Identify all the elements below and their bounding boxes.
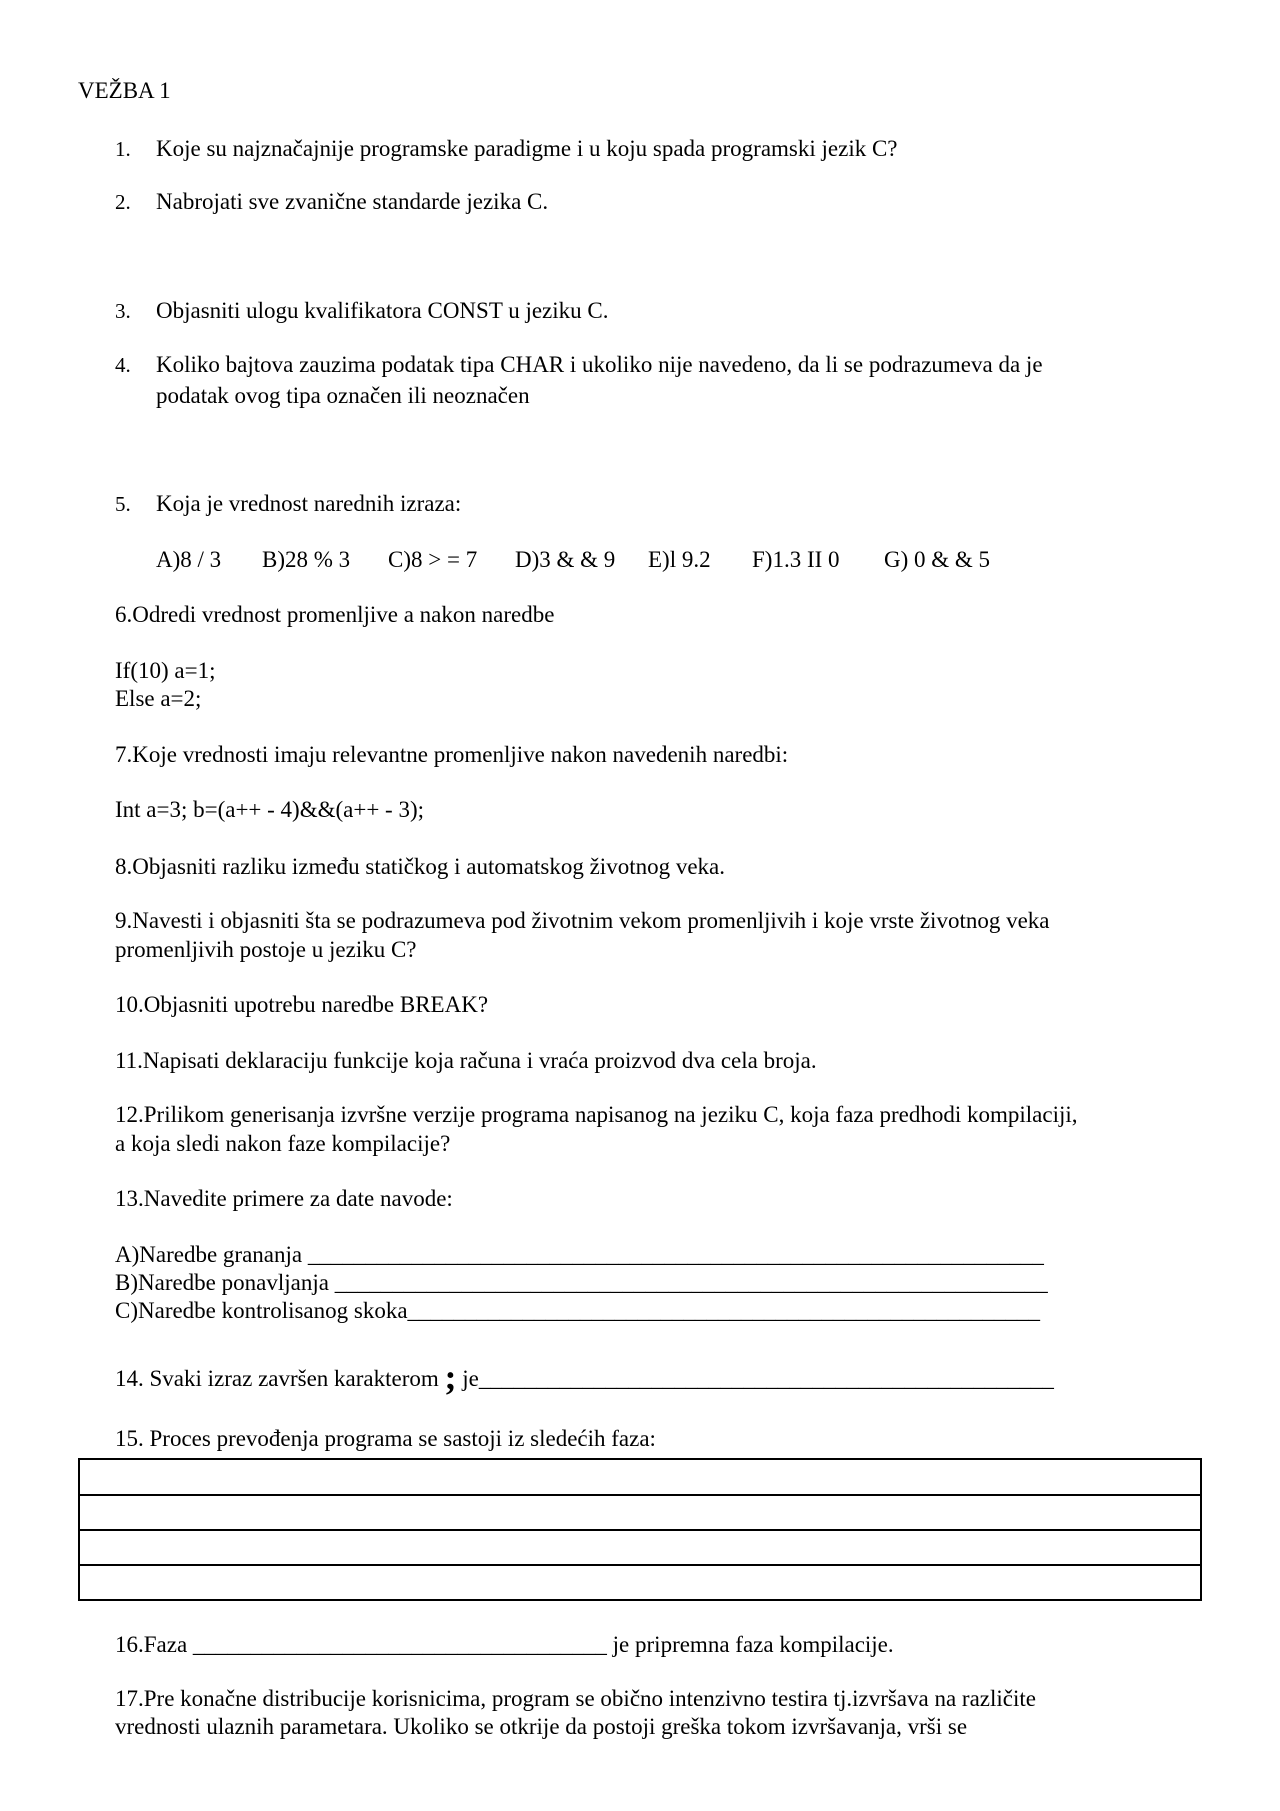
question-1 (115, 134, 898, 164)
question-13: 13.Navedite primere za date navode: (115, 1186, 453, 1211)
option-b: B)28 % 3 (262, 547, 351, 572)
semicolon-symbol: ; (444, 1357, 457, 1397)
question-number: 1. (115, 137, 131, 161)
option-d: D)3 & & 9 (515, 547, 616, 572)
code-line: Else a=2; (115, 686, 202, 711)
question-9-continued: promenljivih postoje u jeziku C? (115, 937, 417, 962)
question-16: 16.Faza ____________________________________ je pripremna faza kompilacije. (115, 1632, 894, 1657)
question-10: 10.Objasniti upotrebu naredbe BREAK? (115, 992, 489, 1017)
option-f: F)1.3 II 0 (752, 547, 840, 572)
question-6: 6.Odredi vrednost promenljive a nakon naredbe (115, 602, 555, 627)
question-9: 9.Navesti i objasniti šta se podrazumeva pod životnim vekom promenljivih i koje vrste životnog veka (115, 908, 1050, 933)
fill-in-line-b[interactable]: B)Naredbe ponavljanja ______________________________________________________________ (115, 1270, 1048, 1295)
answer-row[interactable] (80, 1460, 1200, 1496)
answer-row[interactable] (80, 1496, 1200, 1531)
question-12-continued: a koja sledi nakon faze kompilacije? (115, 1131, 451, 1156)
code-line: Int a=3; b=(a++ - 4)&&(a++ - 3); (115, 797, 425, 822)
question-number: 2. (115, 190, 131, 214)
answer-row[interactable] (80, 1566, 1200, 1601)
question-15: 15. Proces prevođenja programa se sastoji iz sledećih faza: (115, 1426, 656, 1451)
option-c: C)8 > = 7 (388, 547, 478, 572)
answer-row[interactable] (80, 1531, 1200, 1566)
question-17-continued: vrednosti ulaznih parametara. Ukoliko se otkrije da postoji greška tokom izvršavanja, vrši se (115, 1714, 968, 1739)
question-number: 5. (115, 492, 131, 516)
question-2 (115, 187, 548, 217)
question-text: Koje su najznačajnije programske paradigme i u koju spada programski jezik C? (156, 136, 898, 161)
option-e: E)l 9.2 (648, 547, 711, 572)
question-7: 7.Koje vrednosti imaju relevantne promenljive nakon navedenih naredbi: (115, 742, 789, 767)
option-g: G) 0 & & 5 (884, 547, 991, 572)
question-text: 14. Svaki izraz završen karakterom (115, 1366, 445, 1391)
question-text: Koliko bajtova zauzima podatak tipa CHAR i ukoliko nije navedeno, da li se podrazumeva da je (156, 352, 1043, 377)
phases-answer-table (78, 1458, 1202, 1601)
question-text: Nabrojati sve zvanične standarde jezika C. (156, 189, 549, 214)
question-8: 8.Objasniti razliku između statičkog i automatskog životnog veka. (115, 854, 726, 879)
question-14 (115, 1357, 1054, 1397)
fill-in-line-a[interactable]: A)Naredbe grananja ________________________________________________________________ (115, 1242, 1044, 1267)
question-3 (115, 296, 609, 326)
fill-in-line[interactable]: je__________________________________________________ (456, 1366, 1054, 1391)
code-line: If(10) a=1; (115, 658, 216, 683)
question-4-continued: podatak ovog tipa označen ili neoznačen (156, 383, 530, 408)
question-text: Koja je vrednost narednih izraza: (156, 491, 462, 516)
question-12: 12.Prilikom generisanja izvršne verzije programa napisanog na jeziku C, koja faza predhodi kompilaciji, (115, 1102, 1078, 1127)
fill-in-line-c[interactable]: C)Naredbe kontrolisanog skoka_______________________________________________________ (115, 1298, 1041, 1323)
question-text: Objasniti ulogu kvalifikatora CONST u jeziku C. (156, 298, 609, 323)
page-title: VEŽBA 1 (78, 78, 171, 103)
question-5 (115, 489, 461, 519)
question-11: 11.Napisati deklaraciju funkcije koja računa i vraća proizvod dva cela broja. (115, 1048, 817, 1073)
question-number: 3. (115, 299, 131, 323)
question-number: 4. (115, 353, 131, 377)
question-17: 17.Pre konačne distribucije korisnicima, program se obično intenzivno testira tj.izvršava na različite (115, 1686, 1036, 1711)
question-4 (115, 350, 1043, 380)
option-a: A)8 / 3 (156, 547, 222, 572)
